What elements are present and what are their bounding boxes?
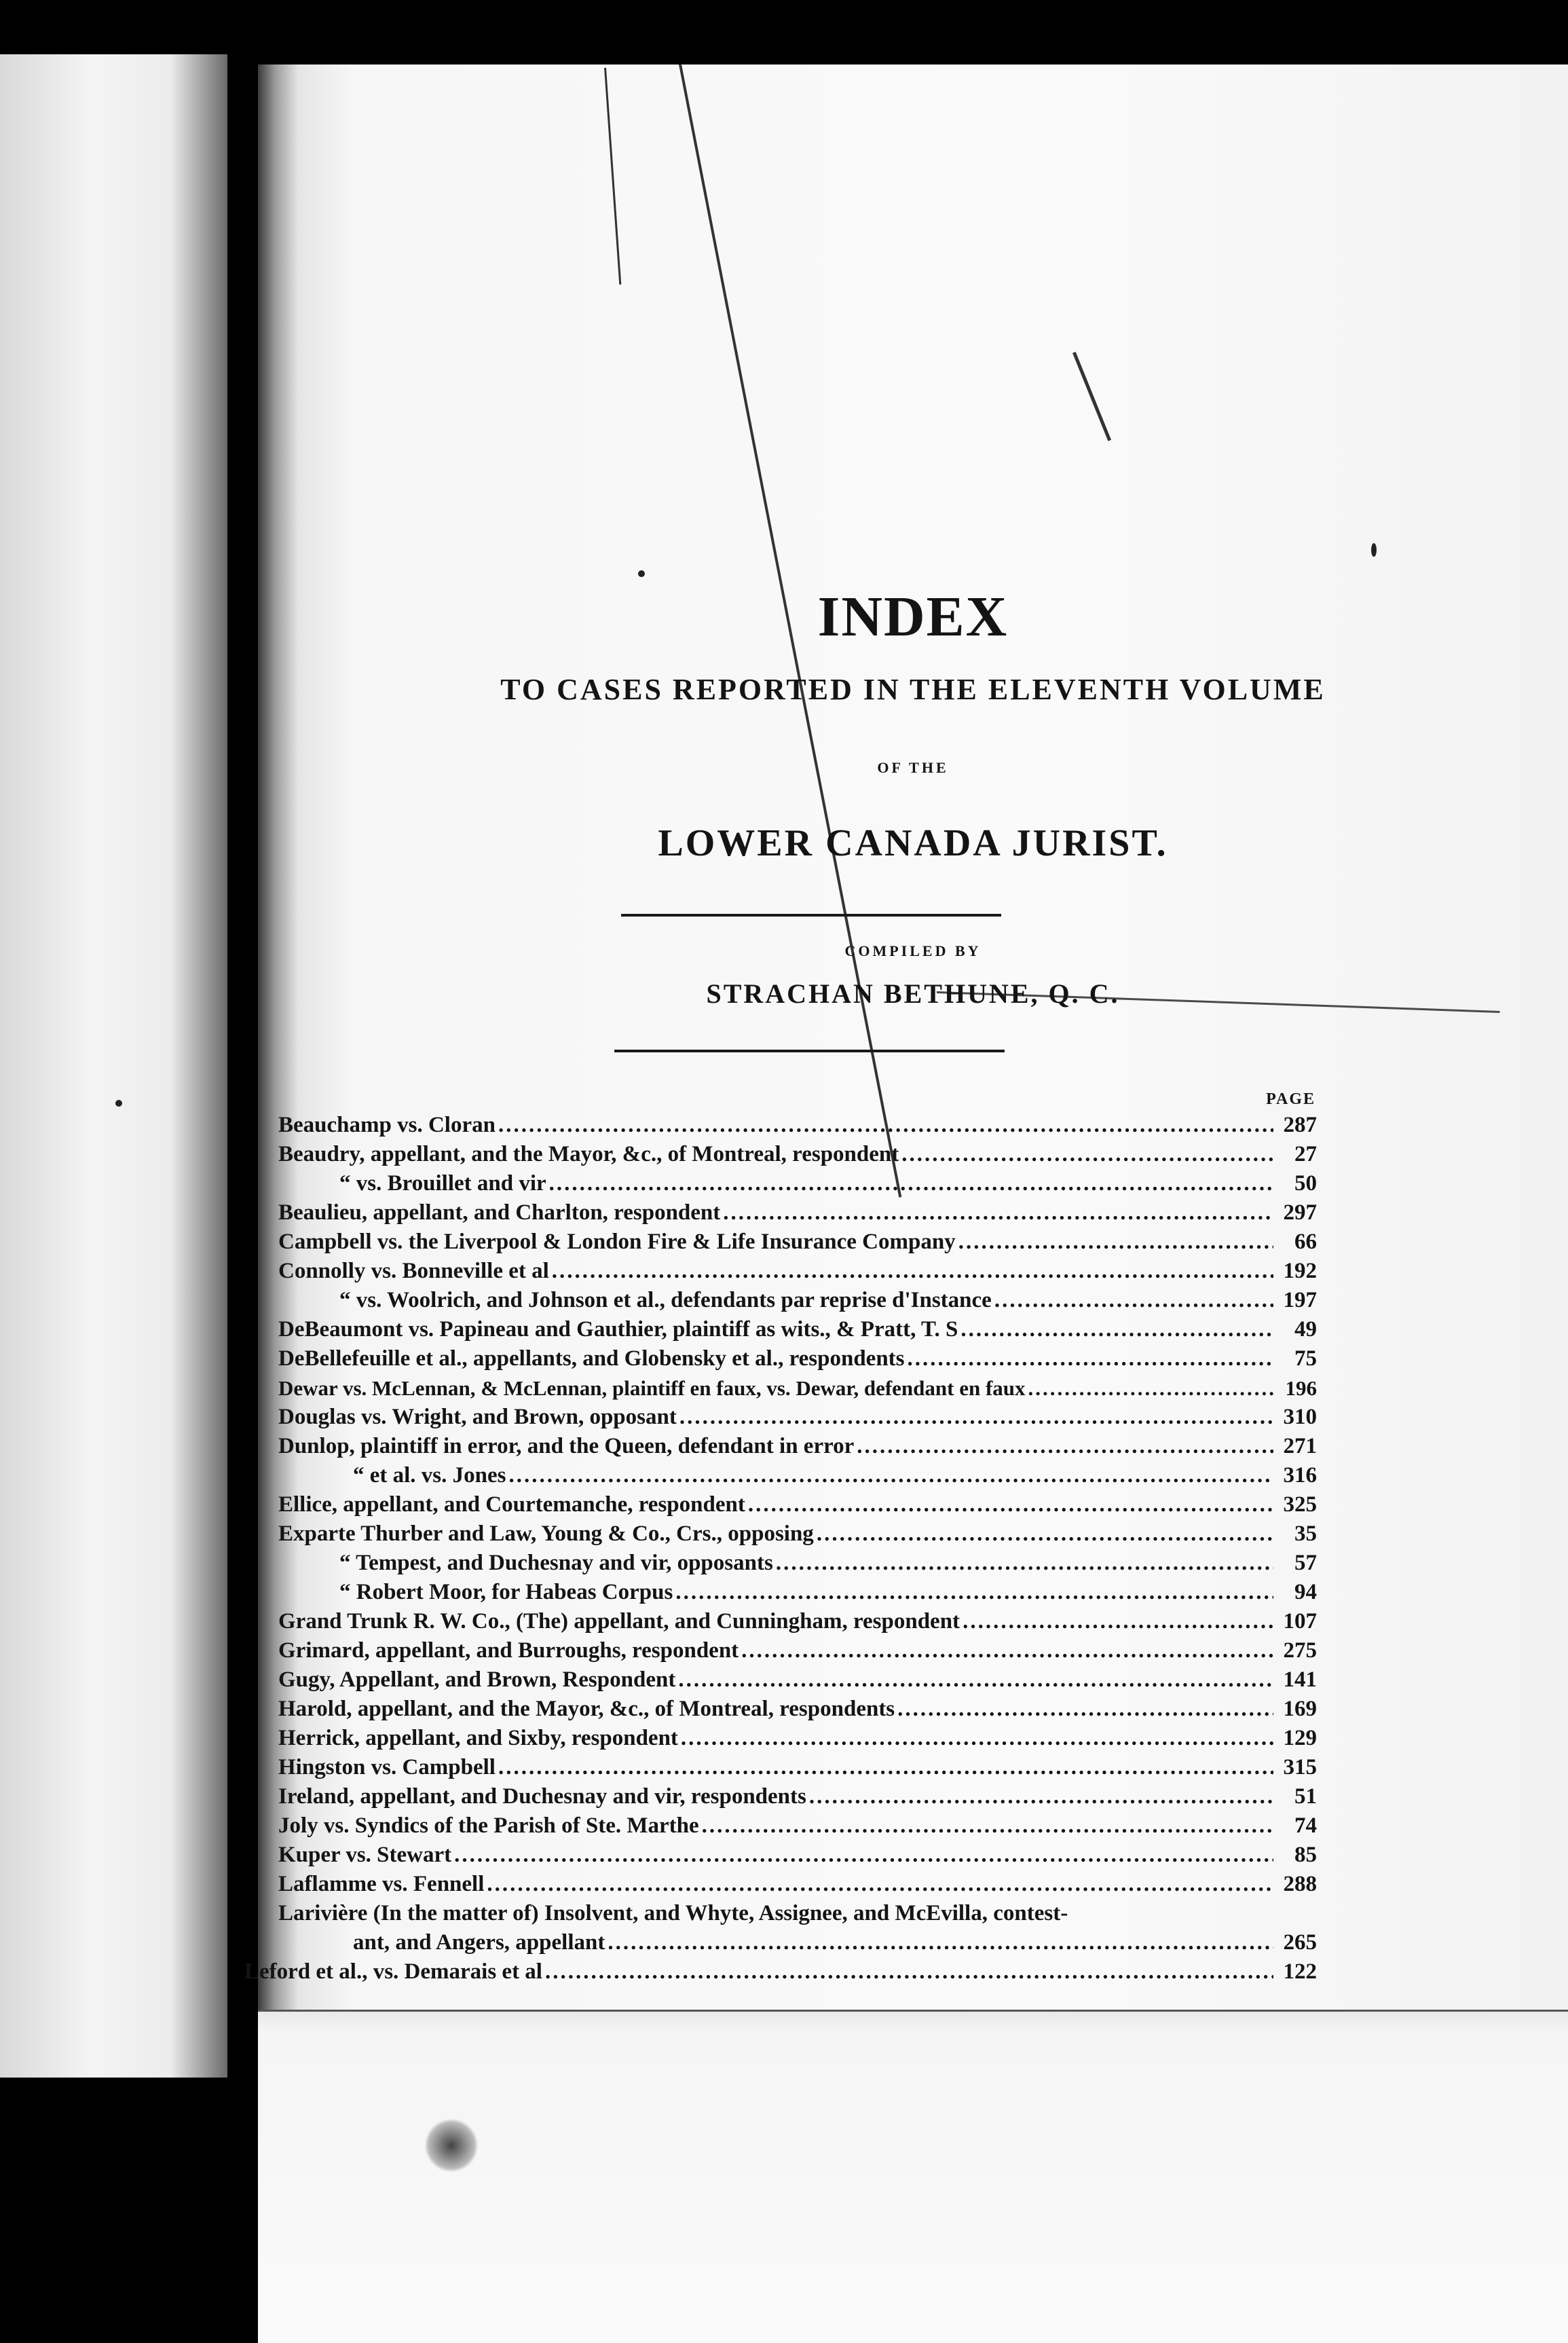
index-entry xyxy=(278,1841,1317,1870)
page-number: 297 xyxy=(1283,1200,1317,1225)
index-entry xyxy=(278,1169,1317,1198)
case-name: Laflamme vs. Fennell xyxy=(278,1872,485,1896)
page-number: 271 xyxy=(1283,1434,1317,1458)
page-subtitle: TO CASES REPORTED IN THE ELEVENTH VOLUME xyxy=(500,673,1326,706)
page-number: 35 xyxy=(1294,1521,1317,1546)
leader-dots xyxy=(960,1315,1273,1344)
leader-dots xyxy=(498,1111,1273,1140)
leader-dots xyxy=(549,1169,1273,1198)
page-number: 107 xyxy=(1283,1609,1317,1634)
page-number: 275 xyxy=(1283,1638,1317,1663)
index-entry xyxy=(278,1899,1317,1928)
page-number: 74 xyxy=(1294,1813,1317,1838)
index-entry xyxy=(278,1724,1317,1753)
index-entry xyxy=(278,1549,1317,1578)
case-name: Dunlop, plaintiff in error, and the Queen, defendant in error xyxy=(278,1434,855,1458)
index-entry xyxy=(278,1811,1317,1841)
page-number: 169 xyxy=(1283,1697,1317,1721)
case-name: Grimard, appellant, and Burroughs, respondent xyxy=(278,1638,739,1663)
case-name: Leford et al., vs. Demarais et al xyxy=(244,1959,542,1984)
leader-dots xyxy=(675,1578,1273,1607)
page-number: 197 xyxy=(1283,1288,1317,1312)
index-entry xyxy=(278,1228,1317,1257)
case-index xyxy=(244,1090,1317,1987)
case-name: Beaulieu, appellant, and Charlton, respondent xyxy=(278,1200,721,1225)
leader-dots xyxy=(552,1257,1273,1286)
page-number: 57 xyxy=(1294,1551,1317,1575)
adjacent-page-fragment xyxy=(0,54,227,2078)
page-number: 287 xyxy=(1283,1113,1317,1137)
leader-dots xyxy=(509,1461,1274,1490)
page-number: 288 xyxy=(1283,1872,1317,1896)
leader-dots xyxy=(748,1490,1273,1519)
index-entry xyxy=(278,1257,1317,1286)
page-number: 66 xyxy=(1294,1230,1317,1254)
index-entry xyxy=(278,1111,1317,1140)
case-name: Gugy, Appellant, and Brown, Respondent xyxy=(278,1667,676,1692)
index-entry xyxy=(278,1490,1317,1519)
case-name: “ Robert Moor, for Habeas Corpus xyxy=(339,1580,673,1604)
page-number: 94 xyxy=(1294,1580,1317,1604)
index-entry xyxy=(278,1782,1317,1811)
leader-dots xyxy=(454,1841,1273,1870)
page-number: 316 xyxy=(1283,1463,1317,1488)
page-number: 50 xyxy=(1294,1171,1317,1196)
case-name: Dewar vs. McLennan, & McLennan, plaintiff en faux, vs. Dewar, defendant en faux xyxy=(278,1376,1026,1400)
case-name: Beaudry, appellant, and the Mayor, &c., of Montreal, respondent xyxy=(278,1142,899,1166)
scan-speck xyxy=(115,1100,122,1107)
case-name: “ vs. Woolrich, and Johnson et al., defendants par reprise d'Instance xyxy=(339,1288,992,1312)
index-entry xyxy=(278,1578,1317,1607)
index-entry xyxy=(278,1403,1317,1432)
leader-dots xyxy=(741,1636,1273,1665)
leader-dots xyxy=(681,1724,1273,1753)
index-entry xyxy=(278,1344,1317,1373)
leader-dots xyxy=(498,1753,1273,1782)
leader-dots xyxy=(545,1957,1273,1987)
index-entry xyxy=(278,1198,1317,1228)
case-name: Beauchamp vs. Cloran xyxy=(278,1113,496,1137)
case-name: Herrick, appellant, and Sixby, respondent xyxy=(278,1726,678,1750)
index-entry xyxy=(278,1607,1317,1636)
case-name: “ vs. Brouillet and vir xyxy=(339,1171,546,1196)
leader-dots xyxy=(679,1403,1273,1432)
page-number: 75 xyxy=(1294,1346,1317,1371)
index-entry xyxy=(278,1461,1317,1490)
index-entry xyxy=(278,1373,1317,1403)
case-name: Exparte Thurber and Law, Young & Co., Crs., opposing xyxy=(278,1521,814,1546)
leader-dots xyxy=(901,1140,1273,1169)
leader-dots xyxy=(809,1782,1273,1811)
leader-dots xyxy=(678,1665,1273,1695)
case-name: Connolly vs. Bonneville et al xyxy=(278,1259,549,1283)
leader-dots xyxy=(958,1228,1273,1257)
case-name: Campbell vs. the Liverpool & London Fire & Life Insurance Company xyxy=(278,1230,956,1254)
index-entry xyxy=(278,1870,1317,1899)
leader-dots xyxy=(963,1607,1273,1636)
page-number: 122 xyxy=(1283,1959,1317,1984)
index-entry xyxy=(278,1928,1317,1957)
page-number: 265 xyxy=(1283,1930,1317,1955)
case-name: Harold, appellant, and the Mayor, &c., of Montreal, respondents xyxy=(278,1697,895,1721)
page-number: 192 xyxy=(1283,1259,1317,1283)
index-entry xyxy=(278,1315,1317,1344)
page-number: 315 xyxy=(1283,1755,1317,1779)
page-number: 129 xyxy=(1283,1726,1317,1750)
case-name: Kuper vs. Stewart xyxy=(278,1843,452,1867)
index-entry xyxy=(278,1665,1317,1695)
case-name: Ellice, appellant, and Courtemanche, respondent xyxy=(278,1492,745,1517)
leader-dots xyxy=(1028,1373,1273,1403)
case-name: Ireland, appellant, and Duchesnay and vir, respondents xyxy=(278,1784,806,1809)
title-rule-top xyxy=(621,914,1001,917)
case-name: “ et al. vs. Jones xyxy=(353,1463,506,1488)
index-entry xyxy=(278,1140,1317,1169)
leader-dots xyxy=(857,1432,1273,1461)
page-number: 27 xyxy=(1294,1142,1317,1166)
index-entry xyxy=(278,1753,1317,1782)
compiled-by-label: COMPILED BY xyxy=(844,942,982,959)
page-number: 141 xyxy=(1283,1667,1317,1692)
scan-speck xyxy=(424,2118,479,2173)
page-bottom-margin xyxy=(258,2010,1568,2343)
case-name: Larivière (In the matter of) Insolvent, and Whyte, Assignee, and McEvilla, contest- xyxy=(278,1901,1068,1925)
case-name: Joly vs. Syndics of the Parish of Ste. Marthe xyxy=(278,1813,699,1838)
case-name: “ Tempest, and Duchesnay and vir, opposants xyxy=(339,1551,773,1575)
page-column-header: PAGE xyxy=(1266,1090,1315,1108)
leader-dots xyxy=(994,1286,1273,1315)
page-number: 310 xyxy=(1283,1405,1317,1429)
index-entry xyxy=(278,1432,1317,1461)
leader-dots xyxy=(817,1519,1273,1549)
leader-dots xyxy=(723,1198,1273,1228)
case-name: ant, and Angers, appellant xyxy=(353,1930,605,1955)
index-entry xyxy=(278,1286,1317,1315)
scan-speck xyxy=(1371,543,1377,557)
page-number: 325 xyxy=(1283,1492,1317,1517)
case-name: DeBeaumont vs. Papineau and Gauthier, plaintiff as wits., & Pratt, T. S xyxy=(278,1317,958,1342)
compiler-name: STRACHAN BETHUNE, Q. C. xyxy=(706,978,1120,1009)
leader-dots xyxy=(908,1344,1273,1373)
leader-dots xyxy=(487,1870,1273,1899)
leader-dots xyxy=(608,1928,1273,1957)
index-entry xyxy=(278,1636,1317,1665)
index-entry xyxy=(244,1957,1317,1987)
page-number: 51 xyxy=(1294,1784,1317,1809)
scan-speck xyxy=(638,570,645,577)
case-name: Grand Trunk R. W. Co., (The) appellant, and Cunningham, respondent xyxy=(278,1609,960,1634)
page-title: INDEX xyxy=(817,585,1009,648)
case-name: DeBellefeuille et al., appellants, and Globensky et al., respondents xyxy=(278,1346,905,1371)
connector-text: OF THE xyxy=(877,759,949,776)
leader-dots xyxy=(897,1695,1273,1724)
leader-dots xyxy=(702,1811,1273,1841)
case-name: Douglas vs. Wright, and Brown, opposant xyxy=(278,1405,677,1429)
page-number: 49 xyxy=(1294,1317,1317,1342)
journal-title: LOWER CANADA JURIST. xyxy=(658,822,1168,864)
page-number: 196 xyxy=(1285,1376,1317,1400)
case-name: Hingston vs. Campbell xyxy=(278,1755,496,1779)
page-number: 85 xyxy=(1294,1843,1317,1867)
title-rule-bottom xyxy=(614,1050,1005,1052)
index-entry xyxy=(278,1695,1317,1724)
leader-dots xyxy=(776,1549,1273,1578)
index-entry xyxy=(278,1519,1317,1549)
